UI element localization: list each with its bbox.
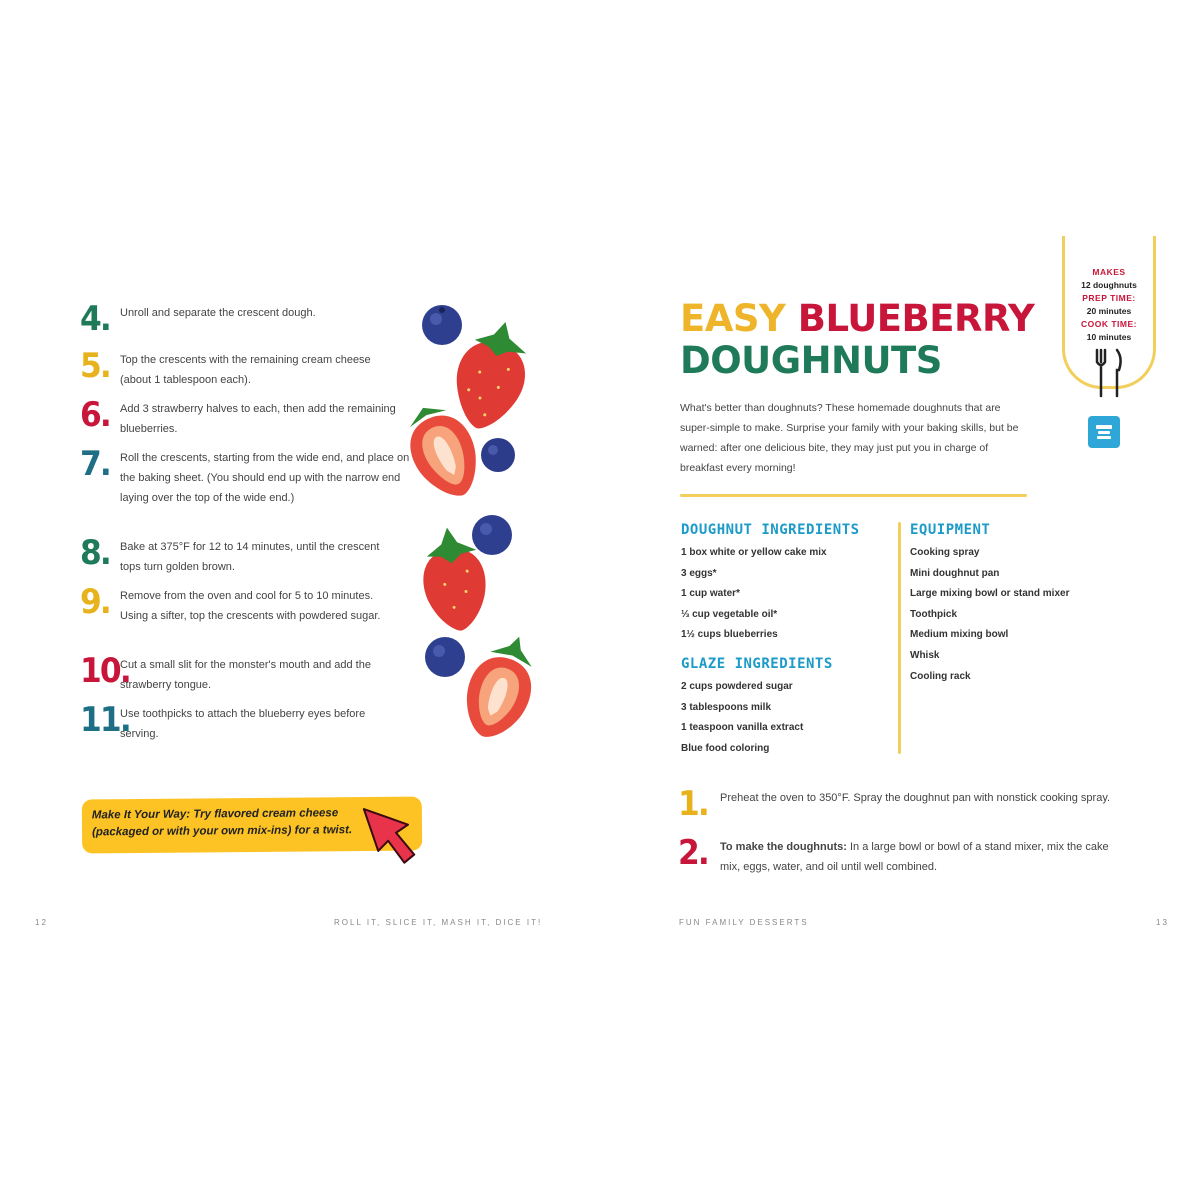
divider: [680, 494, 1027, 497]
intro-paragraph: What's better than doughnuts? These homemade doughnuts that are super-simple to make. Surprise your family with your baking skills, but be warned: after one delicious bite, they may just put you in charge of breakfast every morning!: [680, 402, 1019, 474]
step-number: 5.: [80, 346, 110, 386]
step-number: 6.: [80, 395, 110, 435]
step-8: [80, 533, 395, 577]
prep-value: 20 minutes: [1086, 306, 1132, 316]
step-11: [80, 700, 398, 744]
step-text: Unroll and separate the crescent dough.: [120, 307, 316, 319]
doughnut-ingredients-heading: DOUGHNUT INGREDIENTS: [681, 522, 860, 538]
step-text: [720, 836, 1120, 877]
ingredient-item: 1 teaspoon vanilla extract: [681, 722, 804, 734]
step-number: 2.: [678, 833, 708, 873]
equipment-item: Cooking spray: [910, 547, 980, 558]
blueberry-icon: [422, 305, 462, 345]
running-head: ROLL IT, SLICE IT, MASH IT, DICE IT!: [334, 918, 543, 927]
strawberry-half-icon: [454, 626, 548, 747]
equipment-item: Whisk: [910, 649, 940, 661]
cook-label: COOK TIME:: [1081, 319, 1137, 329]
blueberry-icon: [425, 637, 465, 677]
recipe-title: [680, 298, 1034, 382]
blueberry-icon: [472, 515, 512, 555]
tip-banner: [82, 797, 422, 854]
ingredient-item: 3 eggs*: [681, 567, 717, 579]
badge-icon: [1088, 416, 1120, 448]
step-text: Bake at 375°F for 12 to 14 minutes, until the crescent tops turn golden brown.: [120, 541, 380, 573]
step-number: 9.: [80, 582, 110, 622]
running-head: FUN FAMILY DESSERTS: [679, 918, 809, 927]
fork-knife-icon: [1093, 348, 1125, 398]
doughnut-ingredients-list: [681, 543, 827, 646]
step-bold-lead: To make the doughnuts:: [720, 841, 847, 853]
step-text: Top the crescents with the remaining cream cheese (about 1 tablespoon each).: [120, 354, 371, 386]
step-text: Remove from the oven and cool for 5 to 10 minutes. Using a sifter, top the crescents with powdered sugar.: [120, 590, 381, 622]
glaze-ingredients-heading: GLAZE INGREDIENTS: [681, 656, 833, 672]
ingredient-item: Blue food coloring: [681, 742, 770, 754]
equipment-item: Mini doughnut pan: [910, 567, 1000, 579]
step-text: [720, 787, 1120, 808]
ingredient-item: 1 cup water*: [681, 588, 740, 600]
glaze-ingredients-list: [681, 677, 803, 759]
makes-value: 12 doughnuts: [1081, 280, 1137, 290]
step-text: Roll the crescents, starting from the wide end, and place on the baking sheet. (You should end up with the narrow end laying over the top of the wide end.): [120, 452, 410, 504]
step-7: [80, 444, 410, 508]
ingredient-item: 1 box white or yellow cake mix: [681, 547, 827, 558]
step-body: Preheat the oven to 350°F. Spray the doughnut pan with nonstick cooking spray.: [720, 792, 1111, 804]
ingredient-item: ⅓ cup vegetable oil*: [681, 608, 778, 620]
equipment-heading: EQUIPMENT: [910, 522, 991, 538]
step-number: 4.: [80, 299, 110, 339]
recipe-info-tag: [1062, 236, 1156, 389]
step-body: In a large bowl or bowl of a stand mixer, mix the cake mix, eggs, water, and oil until well combined.: [720, 841, 1109, 873]
column-divider: [898, 522, 901, 754]
equipment-item: Medium mixing bowl: [910, 629, 1009, 641]
title-word-doughnuts: DOUGHNUTS: [680, 339, 942, 382]
equipment-list: [910, 543, 1069, 687]
step-4: [80, 299, 410, 339]
step-10: [80, 651, 398, 695]
step-number: 7.: [80, 444, 110, 484]
step-number: 11.: [80, 700, 130, 740]
ingredient-item: 2 cups powdered sugar: [681, 681, 793, 692]
step-number: 10.: [80, 651, 130, 691]
step-number: 1.: [678, 784, 708, 824]
step-9: [80, 582, 395, 626]
right-page: [600, 0, 1200, 1200]
step-text: Add 3 strawberry halves to each, then add the remaining blueberries.: [120, 403, 396, 435]
step-6: [80, 395, 405, 439]
fruit-illustration: [410, 300, 550, 750]
category-badge: [1088, 416, 1120, 448]
title-word-blueberry: BLUEBERRY: [797, 297, 1035, 340]
ingredient-item: 1½ cups blueberries: [681, 629, 778, 641]
blueberry-icon: [481, 438, 515, 472]
page-number: 12: [35, 918, 48, 927]
tip-text: Make It Your Way: Try flavored cream cheese (packaged or with your own mix-ins) for a twist.: [91, 807, 353, 839]
makes-label: MAKES: [1092, 267, 1126, 277]
equipment-item: Large mixing bowl or stand mixer: [910, 588, 1070, 600]
ingredient-item: 3 tablespoons milk: [681, 701, 772, 713]
equipment-item: Cooling rack: [910, 670, 971, 682]
step-text: Cut a small slit for the monster's mouth and add the strawberry tongue.: [120, 659, 371, 691]
step-1: [678, 784, 1120, 824]
step-number: 8.: [80, 533, 110, 573]
equipment-item: Toothpick: [910, 608, 958, 620]
cook-value: 10 minutes: [1086, 332, 1132, 342]
step-5: [80, 346, 395, 390]
title-word-easy: EASY: [680, 297, 786, 340]
prep-label: PREP TIME:: [1082, 293, 1136, 303]
arrow-icon: [358, 803, 421, 874]
step-text: Use toothpicks to attach the blueberry eyes before serving.: [120, 708, 366, 740]
page-number: 13: [1156, 918, 1169, 927]
step-2: [678, 833, 1120, 877]
